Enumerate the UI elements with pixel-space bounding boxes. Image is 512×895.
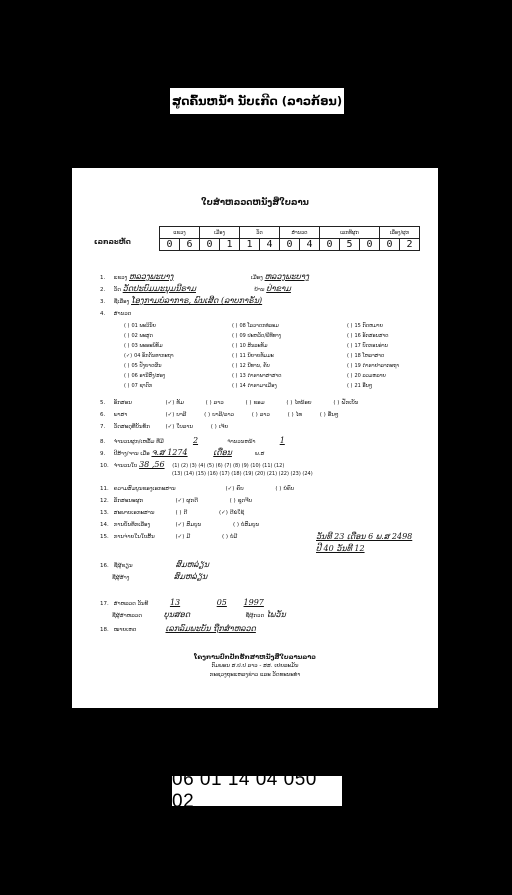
script-option[interactable]: ( ) ລາວ [206,400,224,406]
script-option[interactable]: ( ) ໄທນ້ອຍ [286,400,311,406]
category-option[interactable]: ( ) 05 ປັງຍາດຜັນ [124,361,174,371]
row-scribe: 16. ຊື່ຜູ້ຂຽນ ສົມຫລ່ຽນ [100,560,210,569]
code-header: ເລກທີຜູກ [320,227,380,239]
category-option[interactable]: ( ) 18 ໂຫລາສາດ [347,351,399,361]
row-language: 6. ພາສາ (✓) ບາລີ ( ) ບາລີ/ລາວ ( ) ລາວ ( ) ໄທ ( ) ອື່ນໆ [100,412,339,418]
code-table [159,226,420,251]
language-option[interactable]: (✓) ບາລີ [166,412,187,418]
category-option[interactable]: ( ) 13 ດຳຣາພາສາສາດ [232,371,282,381]
row-remarks: 18. ໝາຍເຫດ ເລກລົມພະບັນ ຖືກສຳຫລວດ [100,624,256,633]
row-script: 5. ອັກສອນ (✓) ທັມ ( ) ລາວ ( ) ຂອມ ( ) ໄທນ້ອຍ ( ) ຝັກເບັນ [100,400,358,406]
material-option[interactable]: ( ) ເຈ້ຍ [211,424,228,430]
language-option[interactable]: ( ) ອື່ນໆ [320,412,339,418]
category-column-2 [232,321,282,391]
code-header: ເລື່ອງ/ຜູກ [380,227,420,239]
row-province: 1. ແຂວງ ຫລວງພະບາງ ເມືອງ ຫລວງພະບາງ [100,272,309,281]
recording-option[interactable]: ( ) ບໍ່ສົມບູນ [233,522,259,528]
colophon-option[interactable]: ( ) ບໍ່ມີ [222,534,237,540]
code-digit: 0 [160,239,180,251]
code-digit: 0 [280,239,300,251]
date-right: ວັນທີ 23 ເດືອນ 6 ພ.ສ 2498 [316,532,413,541]
code-label: ເລກລະຫັດ [94,238,131,246]
year-value: ຈ.ສ 1274 [151,448,188,457]
code-digit: 0 [380,239,400,251]
category-option[interactable]: ( ) 09 ປະຫວັດ/ພີທີທາງ [232,331,282,341]
category-option[interactable]: ( ) 16 ອັກສອນສາດ [347,331,399,341]
row-survey-date: 17. ສຳຫລວດ ວັນທີ 13 05 1997 [100,598,264,607]
month-value: ເດືອນ [213,448,232,457]
category-column-3 [347,321,399,391]
script-option[interactable]: ( ) ຝັກເບັນ [333,400,358,406]
binding-option[interactable]: ( ) ຊຸດຈີບ [230,498,252,504]
category-column-1 [124,321,174,391]
category-option[interactable]: ( ) 14 ດຳຣາມາເມືອງ [232,381,282,391]
row-binding: 12. ລັກສະນະຜູກ (✓) ຜູກດີ ( ) ຊຸດຈີບ [100,498,252,504]
code-digit: 0 [360,239,380,251]
code-header: ວັດ [240,227,280,239]
category-option[interactable]: ( ) 08 ໂລວາດກທໍລະມ [232,321,282,331]
condition-option[interactable]: (✓) ດີພໍໃຊ້ [219,510,244,516]
bundles-value: 2 [192,436,199,445]
title-value: ໂອງກາມບໍລາກາຣ, ພົນເສີດ (ລາບກາຣັນ) [131,296,263,305]
code-digit: 4 [260,239,280,251]
province-value: ຫລວງພະບາງ [129,272,174,281]
row-title: 3. ຊື່ເລື່ອງ ໂອງກາມບໍລາກາຣ, ພົນເສີດ (ລາບກາຣັນ) [100,296,263,305]
row-surveyor: ຊື່ຜູ້ສຳຫລວດ ບຸນສອດ ຊື່ຜູ້ກວດ ໄພວັນ [112,610,286,619]
category-option[interactable]: ( ) 15 ກົດຫມາຍ [347,321,399,331]
header-label: ສູດຄົ້ນຫນ້ຳ ນັບເກີດ (ລາວກ້ອນ) [170,88,344,114]
category-option-checked[interactable]: (✓) 04 ອັກດັນທາກະຖາ [124,351,174,361]
category-option[interactable]: ( ) 10 ສິນລະທັມ [232,341,282,351]
code-header: ເມືອງ [200,227,240,239]
language-option[interactable]: ( ) ບາລີ/ລາວ [204,412,234,418]
row-temple: 2. ວັດ ວັດປະບົມມະນຸມນີຣາມ ບ້ານ ປ່າຂາມ [100,284,291,293]
survey-year: 1997 [243,598,264,607]
village-value: ປ່າຂາມ [266,284,291,293]
leaves-value: 38 ,56 [139,460,165,469]
script-option[interactable]: ( ) ຂອມ [245,400,264,406]
category-option[interactable]: ( ) 12 ນີທານ, ຄັບ [232,361,282,371]
code-header: ແຂວງ [160,227,200,239]
category-option[interactable]: ( ) 17 ບົດກອນອ່ານ [347,341,399,351]
code-digit: 1 [220,239,240,251]
language-option[interactable]: ( ) ລາວ [252,412,270,418]
recording-option[interactable]: (✓) ສົມບູນ [176,522,202,528]
material-option[interactable]: (✓) ໃບລານ [166,424,194,430]
footer-ministry: ກະຊວງຖະແຫລງຂ່າວ ແລະ ວັດທະນະທຳ [209,672,301,678]
code-digit: 1 [240,239,260,251]
district-value: ຫລວງພະບາງ [264,272,309,281]
survey-form [72,168,438,708]
code-digit: 2 [400,239,420,251]
row-condition: 13. ສະພາບເອກະສານ ( ) ດີ (✓) ດີພໍໃຊ້ [100,510,244,516]
code-digit: 0 [320,239,340,251]
category-option[interactable]: ( ) 01 ພະວິນັຍ [124,321,174,331]
code-header: ສຳນວດ [280,227,320,239]
form-title: ໃບສຳຫລວດຫນັງສືໃບລານ [201,198,309,208]
footer-project: ໂຄງການປົກປັກຮັກສາຫນັງສືໃບລານລາວ [194,653,316,661]
colophon-option[interactable]: (✓) ມີ [176,534,191,540]
category-option[interactable]: ( ) 02 ພະສູດ [124,331,174,341]
row-category: 4. ສຳນວດ [100,311,132,317]
row-year: 9. ປີສ້າງ/ຈານ ເມື່ອ ຈ.ສ 1274 ເດືອນ ພ.ສ [100,448,265,457]
scribe-value: ສົມຫລ່ຽນ [175,560,210,569]
script-option[interactable]: (✓) ທັມ [166,400,184,406]
survey-month: 05 [216,598,227,607]
row-bundles: 8. ຈຳນວນຜູກ/ເຫລັ້ມ ທີ່ມີ 2 ຈຳນວນຫນ້າ 1 [100,436,307,445]
category-option[interactable]: ( ) 20 ລວມຫລາຍ [347,371,399,381]
category-option[interactable]: ( ) 06 ອານີສົງ/ສອງ [124,371,174,381]
surveyor-value: ບຸນສອດ [163,610,191,619]
category-option[interactable]: ( ) 21 ອື່ນໆ [347,381,399,391]
checker-value: ໄພວັນ [265,610,286,619]
row-leaves: 10. ຈຳນວນໃບ 38 ,56 (1) (2) (3) (4) (5) (6) (7) (8) (9) (10) (11) (12) [100,460,285,469]
category-option[interactable]: ( ) 19 ດຳຣາຢາລາກະຖາ [347,361,399,371]
row-recording: 14. ການບັນທຶກເລືອງ (✓) ສົມບູນ ( ) ບໍ່ສົມບູນ [100,522,259,528]
condition-option[interactable]: ( ) ດີ [176,510,188,516]
row-colophon: 15. ການຈ່າຍໃນໃບສິ້ນ (✓) ມີ ( ) ບໍ່ມີ [100,534,237,540]
column-numbers: (13) (14) (15) (16) (17) (18) (19) (20) (21) (22) (23) (24) [172,471,313,477]
row-material: 7. ວັດສະດຸທີ່ບັນທຶກ (✓) ໃບລານ ( ) ເຈ້ຍ [100,424,228,430]
category-option[interactable]: ( ) 07 ຊາດົກ [124,381,174,391]
temple-value: ວັດປະບົມມະນຸມນີຣາມ [122,284,196,293]
code-digit: 6 [180,239,200,251]
footer-org: ກົມພອນ ສ.ປ.ປ ລາວ - ສສ. ເຢຍລະມັນ [211,663,299,669]
code-digit: 4 [300,239,320,251]
category-option[interactable]: ( ) 03 ພະອະພິທັມ [124,341,174,351]
pages-value: 1 [279,436,285,445]
row-creator: ຊື່ຜູ້ສ້າງ ສົມຫລ່ຽນ [112,572,208,581]
code-digit: 0 [200,239,220,251]
footer-code-label: 06 01 14 04 050 02 [172,776,342,806]
remarks-value: ເລກລົມພະບັນ ຖືກສຳຫລວດ [165,624,256,633]
language-option[interactable]: ( ) ໄທ [288,412,302,418]
row-completeness: 11. ຄວາມສົມບູນຂອງເອກະສານ (✓) ຄົບ ( ) ບໍ່ຄົບ [100,486,294,492]
creator-value: ສົມຫລ່ຽນ [173,572,208,581]
completeness-option[interactable]: (✓) ຄົບ [226,486,244,492]
code-digit: 5 [340,239,360,251]
date-right-2: ປີ 40 ວັນທີ 12 [316,544,365,553]
survey-day: 13 [169,598,181,607]
completeness-option[interactable]: ( ) ບໍ່ຄົບ [275,486,294,492]
category-option[interactable]: ( ) 11 ນິຍາຍທັມມະ [232,351,282,361]
binding-option[interactable]: (✓) ຜູກດີ [176,498,198,504]
